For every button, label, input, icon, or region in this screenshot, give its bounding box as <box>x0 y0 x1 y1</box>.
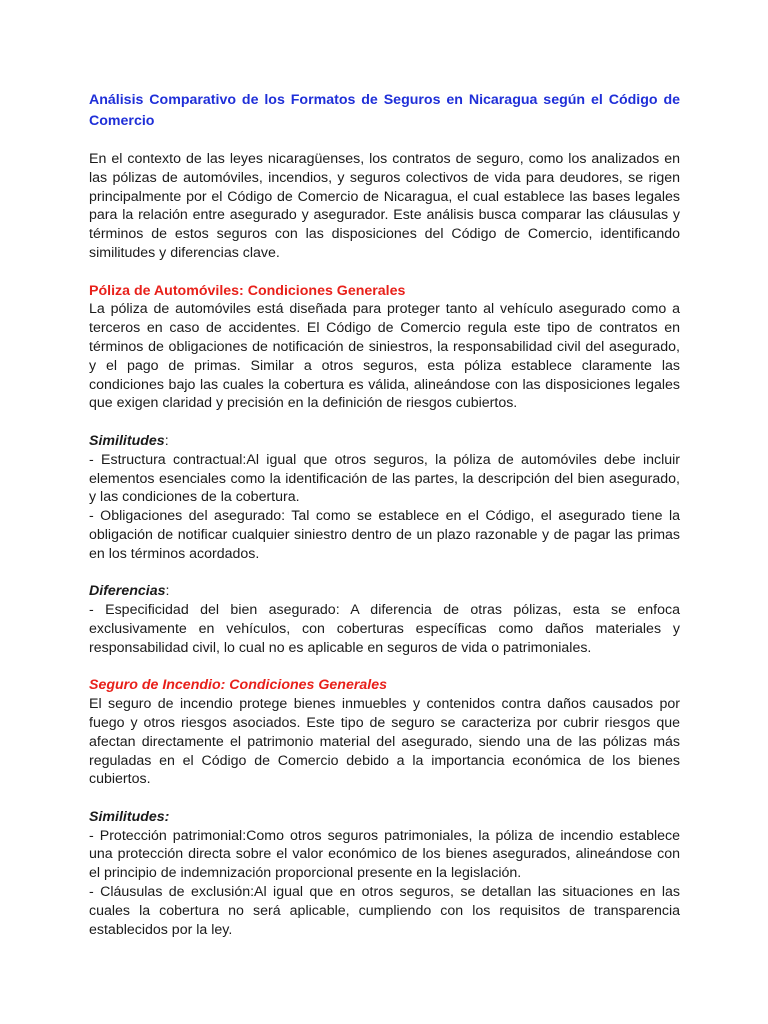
fire-similitudes-heading <box>89 808 680 827</box>
fire-similitudes-label: Similitudes: <box>89 808 170 825</box>
auto-section-body: La póliza de automóviles está diseñada para proteger tanto al vehículo asegurado como a terceros en caso de accidentes. El Código de Comercio regula este tipo de contratos en términos de obligaciones de notificación de siniestros, la responsabilidad civil del asegurado, y el pago de primas. Similar a otros seguros, esta póliza establece claramente las condiciones bajo las cuales la cobertura es válida, alineándose con las disposiciones legales que exigen claridad y precisión en la definición de riesgos cubiertos. <box>89 301 680 412</box>
document-title: Análisis Comparativo de los Formatos de Seguros en Nicaragua según el Código de Comercio <box>89 92 680 129</box>
spacer <box>89 263 680 282</box>
intro-paragraph: En el contexto de las leyes nicaragüenses, los contratos de seguro, como los analizados en las pólizas de automóviles, incendios, y seguros colectivos de vida para deudores, se rigen principalmente por el Código de Comercio de Nicaragua, el cual establece las bases legales para la relación entre asegurado y asegurador. Este análisis busca comparar las cláusulas y términos de estos seguros con las disposiciones del Código de Comercio, identificando similitudes y diferencias clave. <box>89 151 680 261</box>
auto-similitud-item: - Obligaciones del asegurado: Tal como se establece en el Código, el asegurado tiene la obligación de notificar cualquier siniestro dentro de un plazo razonable y de pagar las primas en los términos acordados. <box>89 508 680 562</box>
spacer <box>89 658 680 677</box>
auto-section-heading: Póliza de Automóviles: Condiciones Generales <box>89 282 406 299</box>
auto-diferencias-label: Diferencias <box>89 583 166 600</box>
fire-similitud-item: - Cláusulas de exclusión:Al igual que en otros seguros, se detallan las situaciones en las cuales la cobertura no será aplicable, cumpliendo con los requisitos de transparencia establecidos por la ley. <box>89 884 680 938</box>
spacer <box>89 564 680 583</box>
spacer <box>89 413 680 432</box>
auto-similitudes-label: Similitudes <box>89 432 165 449</box>
auto-similitud-item: - Estructura contractual:Al igual que otros seguros, la póliza de automóviles debe incluir elementos esenciales como la identificación de las partes, la descripción del bien asegurado, y las condiciones de la cobertura. <box>89 451 680 506</box>
auto-diferencias-colon: : <box>165 583 170 600</box>
auto-diferencia-item: - Especificidad del bien asegurado: A diferencia de otras pólizas, esta se enfoca exclusivamente en vehículos, con coberturas específicas como daños materiales y responsabilidad civil, lo cual no es aplicable en seguros de vida o patrimoniales. <box>89 602 680 656</box>
auto-diferencias-heading <box>89 582 680 601</box>
auto-similitudes-colon: : <box>164 432 169 449</box>
fire-section-heading: Seguro de Incendio: Condiciones Generales <box>89 677 387 694</box>
fire-section-body: El seguro de incendio protege bienes inmuebles y contenidos contra daños causados por fuego y otros riesgos asociados. Este tipo de seguro se caracteriza por cubrir riesgos que afectan directamente el patrimonio material del asegurado, siendo una de las pólizas más reguladas en el Código de Comercio debido a la importancia económica de los bienes cubiertos. <box>89 696 680 788</box>
spacer <box>89 789 680 808</box>
auto-similitudes-heading <box>89 432 680 451</box>
fire-similitud-item: - Protección patrimonial:Como otros seguros patrimoniales, la póliza de incendio establece una protección directa sobre el valor económico de los bienes asegurados, alineándose con el principio de indemnización proporcional presente en la legislación. <box>89 827 680 882</box>
